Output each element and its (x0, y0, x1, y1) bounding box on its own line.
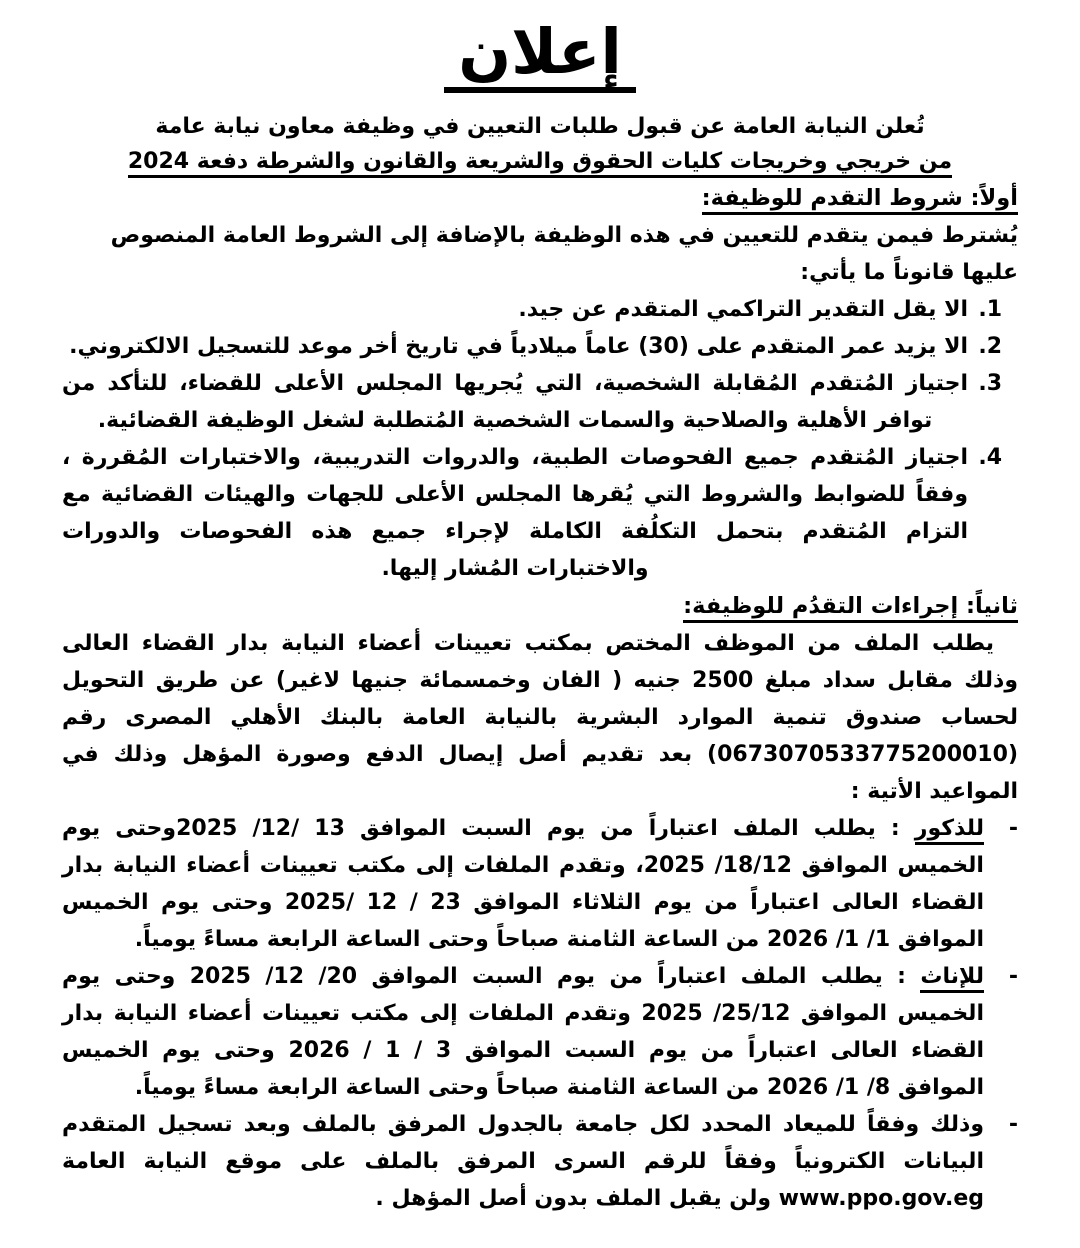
payment-paragraph: يطلب الملف من الموظف المختص بمكتب تعيينات أعضاء النيابة بدار القضاء العالى وذلك مقابل سداد مبلغ 2500 جنيه ( الفان وخمسمائة جنيها لاغير) عن طريق التحويل لحساب صندوق تنمية الموارد البشرية بالنيابة العامة بالبنك الأهلي المصرى رقم (0673070533775200010) بعد تقديم أصل إيصال الدفع وصورة المؤهل وذلك في المواعيد الأتية : (62, 631, 1019, 805)
schedule-note-text (62, 1106, 984, 1217)
note-text-after: ولن يقبل الملف بدون أصل المؤهل . (375, 1186, 779, 1212)
label-separator: : (882, 964, 921, 990)
item-text: اجتياز المُتقدم جميع الفحوصات الطبية، والدروات التدريبية، والاختبارات المُقررة ، وفقاً للضوابط والشروط التي يُقرها المجلس الأعلى للجهات والهيئات القضائية مع التزام المُتقدم بتحمل التكلُفة الكاملة لإجراء جميع هذه الفحوصات والدورات والاختبارات المُشار إليها. (62, 445, 968, 582)
section1-lead: يُشترط فيمن يتقدم للتعيين في هذه الوظيفة بالإضافة إلى الشروط العامة المنصوص عليها قانوناً ما يأتي: (110, 223, 1018, 286)
intro-line-1: تُعلن النيابة العامة عن قبول طلبات التعيين في وظيفة معاون نيابة عامة (155, 114, 925, 140)
males-label: للذكور (915, 816, 984, 845)
bullet-females (62, 958, 1018, 1106)
note-text-before: وذلك وفقاً للميعاد المحدد لكل جامعة بالجدول المرفق بالملف وبعد تسجيل المتقدم البيانات الكترونياً وفقاً للرقم السرى المرفق بالملف على موقع النيابة العامة (62, 1112, 984, 1175)
label-separator: : (875, 816, 915, 842)
item-number: 4. (978, 445, 1002, 471)
item-text: اجتياز المُتقدم المُقابلة الشخصية، التي يُجريها المجلس الأعلى للقضاء، للتأكد من توافر الأهلية والصلاحية والسمات الشخصية المُتطلبة لشغل الوظيفة القضائية. (62, 371, 968, 434)
website-url: www.ppo.gov.eg (778, 1186, 984, 1212)
intro-line-2-underlined: من خريجي وخريجات كليات الحقوق والشريعة والقانون والشرطة دفعة 2024 (128, 149, 952, 178)
item-text: الا يزيد عمر المتقدم على (30) عاماً ميلادياً في تاريخ أخر موعد للتسجيل الالكتروني. (69, 334, 968, 360)
females-schedule-text: يطلب الملف اعتباراً من يوم السبت الموافق 20/ 12/ 2025 وحتى يوم الخميس الموافق 25/12/ 2025 وتقدم الملفات إلى مكتب تعيينات أعضاء النيابة بدار القضاء العالى اعتباراً من يوم السبت الموافق 3 / 1 / 2026 وحتى يوم الخميس الموافق 8/ 1/ 2026 من الساعة الثامنة صباحاً وحتى الساعة الرابعة مساءً يومياً. (62, 964, 985, 1101)
item-number: 3. (978, 371, 1002, 397)
females-label: للإناث (920, 964, 984, 993)
item-number: 1. (978, 297, 1002, 323)
title-row (62, 16, 1018, 93)
document-title: إعلان (444, 16, 636, 93)
bullet-dash: - (1008, 964, 1018, 990)
condition-item-2 (62, 328, 1018, 365)
section2-heading: ثانياً: إجراءات التقدُم للوظيفة: (62, 587, 1018, 625)
bullet-schedule-note (62, 1106, 1018, 1217)
bullet-males (62, 810, 1018, 958)
males-schedule-text: يطلب الملف اعتباراً من يوم السبت الموافق 13 /12/ 2025وحتى يوم الخميس الموافق 18/12/ 2025، وتقدم الملفات إلى مكتب تعيينات أعضاء النيابة بدار القضاء العالى اعتباراً من يوم الثلاثاء الموافق 23 / 12 /2025 وحتى يوم الخميس الموافق 1/ 1/ 2026 من الساعة الثامنة صباحاً وحتى الساعة الرابعة مساءً يومياً. (62, 816, 984, 953)
intro-line-2 (62, 144, 1018, 179)
bullet-males-text (62, 810, 984, 958)
item-number: 2. (978, 334, 1002, 360)
condition-item-4 (62, 439, 1018, 587)
bullet-females-text (62, 958, 984, 1106)
item-text: الا يقل التقدير التراكمي المتقدم عن جيد. (518, 297, 968, 323)
condition-item-1 (62, 291, 1018, 328)
bullet-dash: - (1008, 1112, 1018, 1138)
section1-heading: أولاً: شروط التقدم للوظيفة: (62, 179, 1018, 217)
bullet-dash: - (1008, 816, 1018, 842)
condition-item-3 (62, 365, 1018, 439)
